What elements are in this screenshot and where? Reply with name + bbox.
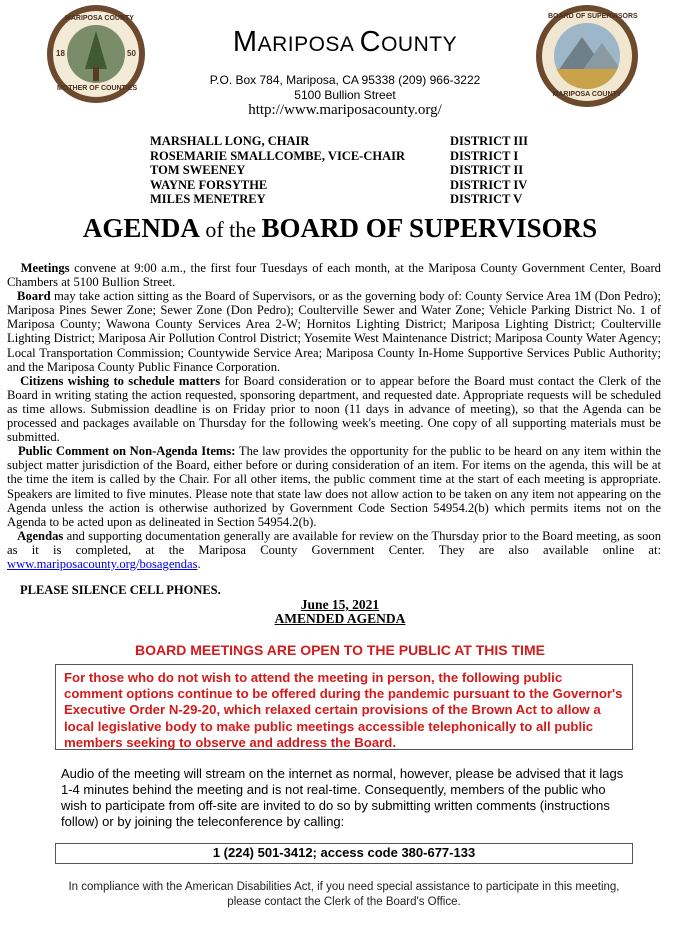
public-comment-paragraph: Public Comment on Non-Agenda Items: The law provides the opportunity for the public to be heard on any item within the subject matter jurisdiction of the Board, either before or during consideration of an item. For items on the agenda, this will be at the time the item is called by the Chair. For all other items, the public comment time at the start of each meeting is appropriate. Speakers are limited to five minutes. Please note that state law does not allow action to be taken on any item not appearing on the Agenda unless the action is otherwise authorized by Government Code Section 54954.2(b) which permits items not on the Agenda to be acted upon as delineated in Section 54954.2(b). [7,444,661,529]
audio-stream-notice: Audio of the meeting will stream on the internet as normal, however, please be advised that it lags 1-4 minutes behind the meeting and is not real-time. Consequently, members of the public who wish to participate from off-site are invited to do so by submitting written comments (instructions follow) or by joining the teleconference by calling: [61,766,624,829]
meeting-date: June 15, 2021 [300,597,380,612]
seal-left-top-text: MARIPOSA COUNTY [65,15,134,22]
ada-compliance-notice: In compliance with the American Disabilities Act, if you need special assistance to participate in this meeting, please contact the Clerk of the Board's Office. [68,881,620,908]
citizens-paragraph: Citizens wishing to schedule matters for Board consideration or to appear before the Board must contact the Clerk of the Board in writing stating the action requested, sponsoring department, and requested date. Appropriate requests will be scheduled as time allows. Submission deadline is on Friday prior to noon (11 days in advance of meeting), so that the Agenda can be processed and packages available on Thursday for the following week's meeting. One copy of all supporting materials must be submitted. [7,373,662,445]
open-to-public-notice: BOARD MEETINGS ARE OPEN TO THE PUBLIC AT THIS TIME [135,642,545,658]
seal-left-year-b: 50 [127,49,136,58]
board-of-supervisors-seal-logo [536,5,638,107]
county-address: P.O. Box 784, Mariposa, CA 95338 (209) 966-3222 [209,73,481,87]
seal-right-top-text: BOARD OF SUPERVISORS [548,13,638,20]
teleconference-phone: 1 (224) 501-3412; access code 380-677-133 [55,843,633,864]
member-row: TOM SWEENEY DISTRICT II [150,163,524,177]
agenda-title: AGENDA of the BOARD OF SUPERVISORS [82,213,598,243]
board-paragraph: Board may take action sitting as the Board of Supervisors, or as the governing body of: County Service Area 1M (Don Pedro); Mariposa Pines Sewer Zone; Sewer Zone (Don Pedro); Coulterville Sewer and Water Zone; Vehicle Parking District No. 1 of Mariposa County; Wawona County Services Area 2-W; Hornitos Lighting District; Mariposa Lighting District; Coulterville Lighting District; Mariposa Air Pollution Control District; Yosemite West Maintenance District; Mariposa County Water Agency; Local Transportation Commission; Countywide Service Area; Mariposa County In-Home Supportive Services Public Authority; and the Mariposa County Public Finance Corporation. [7,289,661,374]
bosagendas-link[interactable]: www.mariposacounty.org/bosagendas [7,556,198,571]
county-street: 5100 Bullion Street [294,88,396,102]
amended-agenda-label: AMENDED AGENDA [274,611,406,626]
board-members-list [150,134,550,207]
county-title: MARIPOSA COUNTY [232,26,458,58]
mariposa-county-seal-logo [47,5,145,103]
member-row: MARSHALL LONG, CHAIR DISTRICT III [150,134,528,148]
meetings-paragraph: Meetings convene at 9:00 a.m., the first four Tuesdays of each month, at the Mariposa County Government Center, Board Chambers at 5100 Bullion Street. [7,261,661,290]
member-row: WAYNE FORSYTHE DISTRICT IV [150,177,528,192]
seal-left-year-a: 18 [56,49,65,58]
county-website[interactable]: http://www.mariposacounty.org/ [248,102,442,118]
seal-right-bottom-text: MARIPOSA COUNTY [552,91,622,98]
member-row: MILES MENETREY DISTRICT V [150,192,523,206]
agenda-information [7,261,661,571]
remote-participation-box: For those who do not wish to attend the meeting in person, the following public comment options continue to be offered during the pandemic pursuant to the Governor's Executive Order N-29-20, which relaxed certain provisions of the Brown Act to allow a local legislative body to make public meetings accessible telephonically to all public members seeking to observe and address the Board. [55,664,633,750]
agendas-paragraph: Agendas and supporting documentation generally are available for review on the Thursday prior to the Board meeting, as soon as it is completed, at the Mariposa County Government Center. They are also available online at: www.mariposacounty.org/bosagendas. [7,528,661,571]
silence-phones-notice: PLEASE SILENCE CELL PHONES. [20,583,221,597]
member-row: ROSEMARIE SMALLCOMBE, VICE-CHAIR DISTRICT I [150,148,519,163]
seal-left-bottom-text: MOTHER OF COUNTIES [57,85,138,92]
